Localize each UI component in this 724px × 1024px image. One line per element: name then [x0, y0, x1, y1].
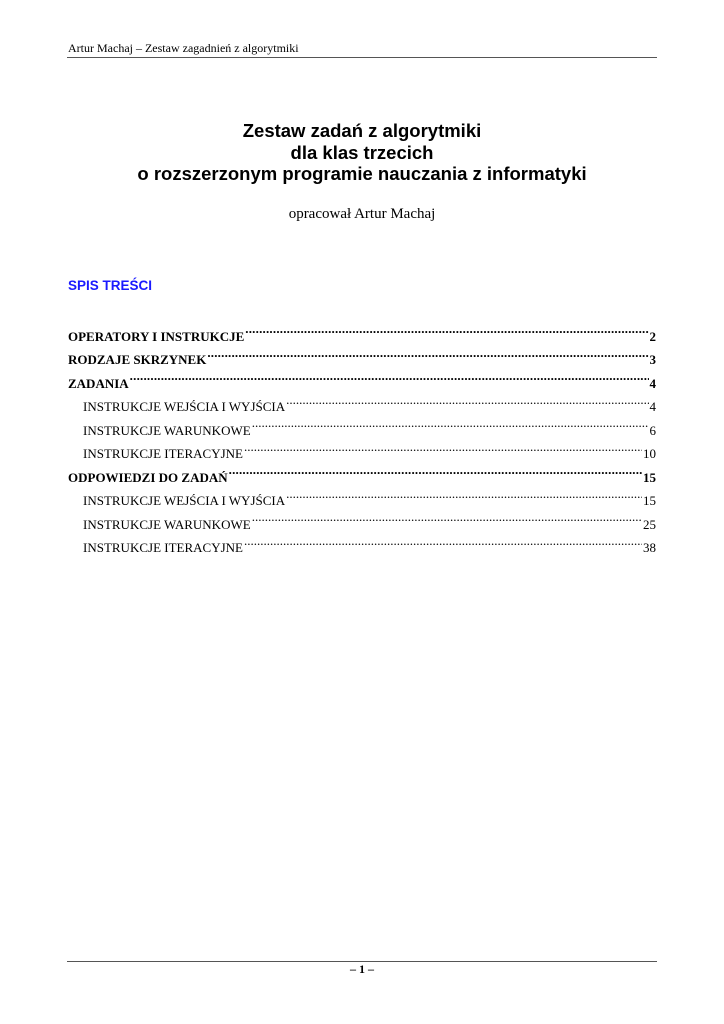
table-of-contents — [68, 317, 656, 555]
toc-entry-page: 6 — [649, 422, 656, 438]
toc-entry-label: INSTRUKCJE WARUNKOWE — [83, 422, 251, 438]
toc-entry-label: ZADANIA — [68, 375, 129, 391]
title-line-1: Zestaw zadań z algorytmiki — [242, 120, 482, 141]
running-header: Artur Machaj – Zestaw zagadnień z algorytmiki — [68, 41, 299, 55]
toc-entry-page: 10 — [643, 446, 656, 461]
document-title — [0, 120, 724, 185]
page-number: – 1 – — [350, 962, 374, 976]
toc-entry-page: 38 — [643, 540, 656, 555]
toc-heading: SPIS TREŚCI — [68, 278, 153, 293]
title-line-3: o rozszerzonym programie nauczania z informatyki — [137, 163, 587, 184]
toc-entry-page: 15 — [643, 493, 656, 508]
toc-entry-page: 3 — [649, 352, 656, 367]
toc-dot-leader — [229, 458, 642, 482]
toc-entry-page: 15 — [643, 469, 656, 485]
toc-entry-page: 4 — [649, 375, 656, 391]
toc-entry[interactable] — [68, 364, 656, 391]
toc-entry-label: INSTRUKCJE WEJŚCIA I WYJŚCIA — [83, 399, 286, 414]
toc-entry-label: INSTRUKCJE ITERACYJNE — [83, 540, 243, 555]
toc-entry-page: 2 — [649, 328, 656, 344]
title-line-2: dla klas trzecich — [290, 141, 434, 163]
toc-dot-leader — [207, 341, 648, 365]
toc-dot-leader — [244, 529, 642, 553]
header-divider — [67, 57, 657, 58]
toc-dot-leader — [244, 435, 642, 459]
toc-dot-leader — [130, 364, 649, 388]
toc-dot-leader — [286, 388, 648, 412]
toc-entry-label: OPERATORY I INSTRUKCJE — [68, 328, 245, 344]
toc-entry-page: 25 — [643, 516, 656, 532]
toc-entry[interactable] — [68, 388, 656, 412]
toc-entry-label: ODPOWIEDZI DO ZADAŃ — [68, 469, 228, 485]
toc-entry-label: INSTRUKCJE ITERACYJNE — [83, 446, 243, 461]
toc-dot-leader — [286, 482, 642, 506]
author-line: opracował Artur Machaj — [288, 206, 436, 222]
toc-dot-leader — [252, 411, 649, 435]
toc-dot-leader — [252, 505, 642, 529]
toc-entry[interactable] — [68, 317, 656, 344]
toc-entry-label: INSTRUKCJE WARUNKOWE — [83, 516, 251, 532]
toc-entry-label: INSTRUKCJE WEJŚCIA I WYJŚCIA — [83, 493, 286, 508]
toc-entry-label: RODZAJE SKRZYNEK — [68, 352, 207, 367]
toc-entry-page: 4 — [649, 399, 656, 414]
toc-dot-leader — [245, 317, 648, 341]
